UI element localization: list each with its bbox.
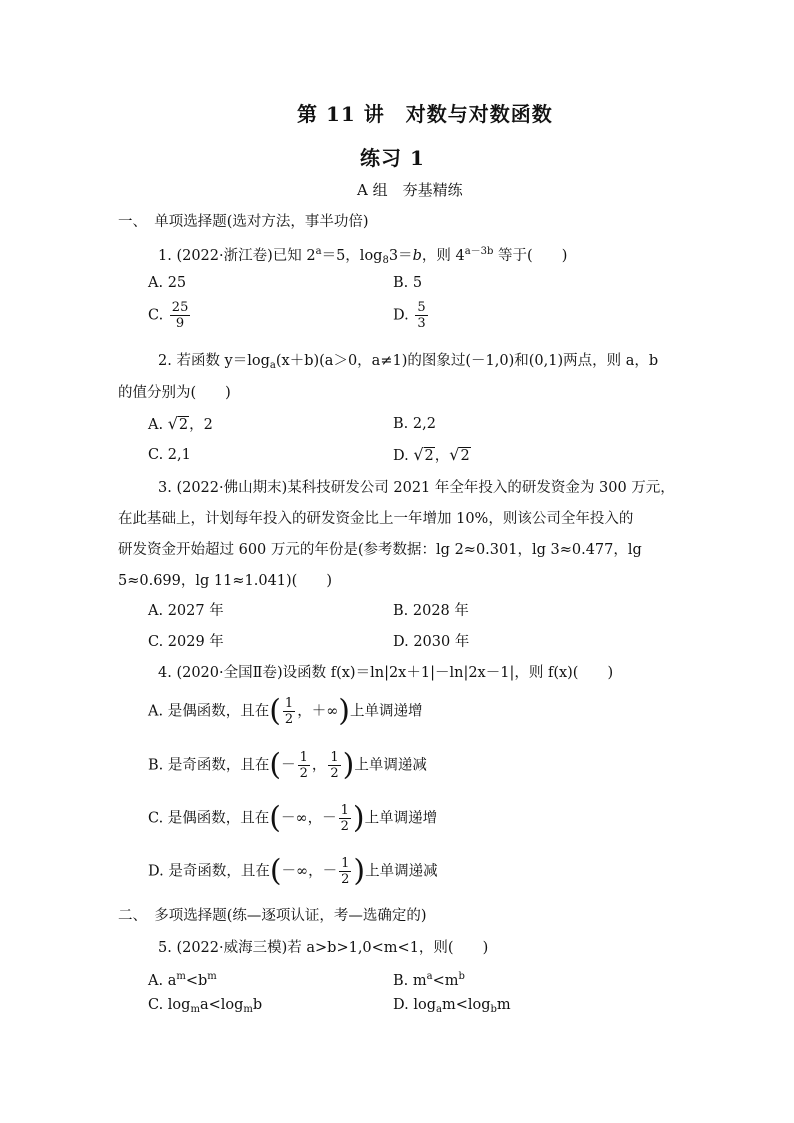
- radical-sign: √: [449, 445, 460, 464]
- section-multiple-choice: 二、 多项选择题(练—逐项认证，考—选确定的): [118, 908, 427, 924]
- q4-option-b: [148, 747, 427, 783]
- q5-option-d-text: D. log: [393, 997, 436, 1013]
- fraction-one-half: [339, 803, 351, 834]
- q4-option-a-post: 上单调递增: [350, 703, 423, 720]
- q1-option-d-fraction: [415, 300, 427, 331]
- right-paren: ): [338, 693, 351, 729]
- q5-option-b-sup2: b: [458, 971, 465, 982]
- q2-sub-a: a: [269, 360, 276, 371]
- radicand: 2: [460, 448, 470, 464]
- q4-option-b-pre: B. 是奇函数，且在: [148, 757, 270, 774]
- fraction-one-half: [328, 750, 340, 781]
- fraction-numerator: 25: [171, 300, 189, 315]
- q3-option-b: B. 2028 年: [393, 603, 469, 619]
- q2-text-1-rest: (x＋b)(a＞0，a≠1)的图象过(－1,0)和(0,1)两点，则 a，b: [275, 353, 659, 369]
- question-3-line-2: 在此基础上，计划每年投入的研发资金比上一年增加 10%，则该公司全年投入的: [118, 511, 634, 527]
- q3-option-a: A. 2027 年: [148, 603, 224, 619]
- radical-sign: √: [167, 414, 178, 433]
- q2-option-c: C. 2,1: [148, 447, 191, 463]
- q5-option-c-sub1: m: [190, 1004, 200, 1015]
- q1-option-c-fraction: [170, 300, 191, 331]
- fraction-numerator: 1: [299, 750, 308, 765]
- question-3-line-1: 3. (2022·佛山期末)某科技研发公司 2021 年全年投入的研发资金为 300 万元，: [158, 480, 675, 496]
- q1-option-c: [148, 300, 192, 331]
- q2-option-d-label: D.: [393, 448, 409, 464]
- q2-option-d: [393, 445, 471, 466]
- q1-text-a: 1. (2022·浙江卷)已知 2: [158, 248, 316, 264]
- q5-option-b-mid: <m: [432, 973, 459, 989]
- q2-option-a-label: A.: [148, 417, 164, 433]
- q5-option-a-sup1: m: [176, 971, 186, 982]
- q3-option-d: D. 2030 年: [393, 634, 470, 650]
- q1-option-b: B. 5: [393, 275, 423, 291]
- q1-sup-a: a: [315, 246, 322, 257]
- fraction-denominator: 3: [417, 316, 426, 331]
- exercise-title: 练习 1: [360, 146, 425, 170]
- section-single-choice: 一、 单项选择题(选对方法，事半功倍): [118, 214, 369, 230]
- q5-option-a-sup2: m: [207, 971, 217, 982]
- q1-sub-8: 8: [382, 255, 389, 266]
- q5-option-a-text: A. a: [148, 973, 177, 989]
- q1-var-b: b: [412, 248, 422, 264]
- q5-option-b: [393, 967, 465, 991]
- left-paren: (: [269, 747, 282, 783]
- right-paren: ): [353, 853, 366, 889]
- question-2-line-1: [158, 351, 658, 376]
- q4-option-c-pre: C. 是偶函数，且在: [148, 810, 270, 827]
- fraction-denominator: 2: [341, 872, 350, 887]
- q4-option-d-pre: D. 是奇函数，且在: [148, 863, 270, 880]
- q5-option-d: [393, 995, 511, 1020]
- q2-text-1: 2. 若函数 y＝log: [158, 353, 270, 369]
- q4-option-d-head: －∞，－: [281, 863, 338, 880]
- q4-option-b-post: 上单调递减: [354, 757, 427, 774]
- group-title: A 组 夯基精练: [357, 181, 463, 199]
- q5-option-c: [148, 995, 262, 1020]
- q1-text-c: 3＝: [388, 248, 413, 264]
- q4-option-b-sep: ，: [311, 757, 327, 774]
- q5-option-a-mid: <b: [185, 973, 208, 989]
- q1-option-d: [393, 300, 430, 331]
- q4-option-c-post: 上单调递增: [364, 810, 438, 827]
- q1-option-a: A. 25: [148, 275, 187, 291]
- q4-option-c: [148, 800, 438, 836]
- q5-option-d-sub2: b: [490, 1004, 497, 1015]
- question-4-stem: 4. (2020·全国Ⅱ卷)设函数 f(x)＝ln|2x＋1|－ln|2x－1|，则 f(x)( ): [158, 665, 614, 681]
- q1-option-c-label: C.: [148, 307, 164, 324]
- lecture-title: 第 11 讲 对数与对数函数: [297, 102, 553, 126]
- q5-option-c-mid: a<log: [199, 997, 244, 1013]
- sqrt-symbol: [168, 414, 189, 435]
- q4-option-d: [148, 853, 438, 889]
- q1-sup-exp: a－3b: [464, 246, 494, 257]
- fraction-numerator: 5: [417, 300, 426, 315]
- q4-option-c-head: －∞，－: [281, 810, 337, 827]
- q4-option-a: [148, 693, 423, 729]
- q3-option-c: C. 2029 年: [148, 634, 224, 650]
- sqrt-symbol: [449, 445, 470, 466]
- q5-option-a: [148, 967, 217, 991]
- q4-option-a-interval-tail: ，＋∞: [297, 703, 339, 720]
- q5-option-d-sub1: a: [435, 1004, 442, 1015]
- fraction-numerator: 1: [284, 696, 294, 711]
- q4-option-b-neg: －: [281, 757, 296, 774]
- fraction-numerator: 1: [340, 803, 349, 818]
- fraction-one-half: [298, 750, 310, 781]
- q2-option-d-sep: ，: [434, 448, 450, 464]
- fraction-denominator: 2: [299, 766, 308, 781]
- left-paren: (: [269, 853, 282, 889]
- left-paren: (: [269, 693, 281, 729]
- radical-sign: √: [413, 445, 424, 464]
- fraction-denominator: 2: [340, 819, 349, 834]
- fraction-numerator: 1: [330, 750, 339, 765]
- q2-option-b: B. 2,2: [393, 416, 436, 432]
- q1-text-b: ＝5，log: [321, 248, 383, 264]
- question-2-line-2: 的值分别为( ): [118, 385, 231, 401]
- fraction-denominator: 2: [330, 766, 339, 781]
- q5-option-c-text: C. log: [148, 997, 191, 1013]
- question-3-line-3: 研发资金开始超过 600 万元的年份是(参考数据：lg 2≈0.301，lg 3≈0.477，lg: [118, 542, 642, 558]
- q1-text-e: 等于( ): [493, 248, 568, 264]
- fraction-one-half: [283, 696, 295, 727]
- fraction-denominator: 9: [175, 316, 185, 331]
- fraction-denominator: 2: [284, 712, 294, 727]
- q5-option-b-sup1: a: [426, 971, 433, 982]
- question-3-line-4: 5≈0.699，lg 11≈1.041)( ): [118, 573, 332, 589]
- q5-option-d-end: m: [496, 997, 511, 1013]
- fraction-one-half: [339, 856, 351, 887]
- left-paren: (: [269, 800, 282, 836]
- q2-option-a-rest: ，2: [189, 417, 213, 433]
- radicand: 2: [424, 448, 434, 464]
- q5-option-c-end: b: [252, 997, 263, 1013]
- radicand: 2: [178, 417, 189, 433]
- q5-option-c-sub2: m: [243, 1004, 253, 1015]
- q5-option-d-mid: m<log: [441, 997, 491, 1013]
- q1-option-d-label: D.: [393, 307, 409, 324]
- fraction-numerator: 1: [341, 856, 350, 871]
- q5-option-b-text: B. m: [393, 973, 427, 989]
- sqrt-symbol: [413, 445, 434, 466]
- q4-option-a-pre: A. 是偶函数，且在: [148, 703, 270, 720]
- q4-option-d-post: 上单调递减: [365, 863, 438, 880]
- right-paren: ): [342, 747, 355, 783]
- question-1-stem: [158, 242, 567, 271]
- right-paren: ): [352, 800, 365, 836]
- question-5-stem: 5. (2022·威海三模)若 a>b>1,0<m<1，则( ): [158, 940, 489, 956]
- q2-option-a: [148, 414, 213, 435]
- q1-text-d: ，则 4: [421, 248, 465, 264]
